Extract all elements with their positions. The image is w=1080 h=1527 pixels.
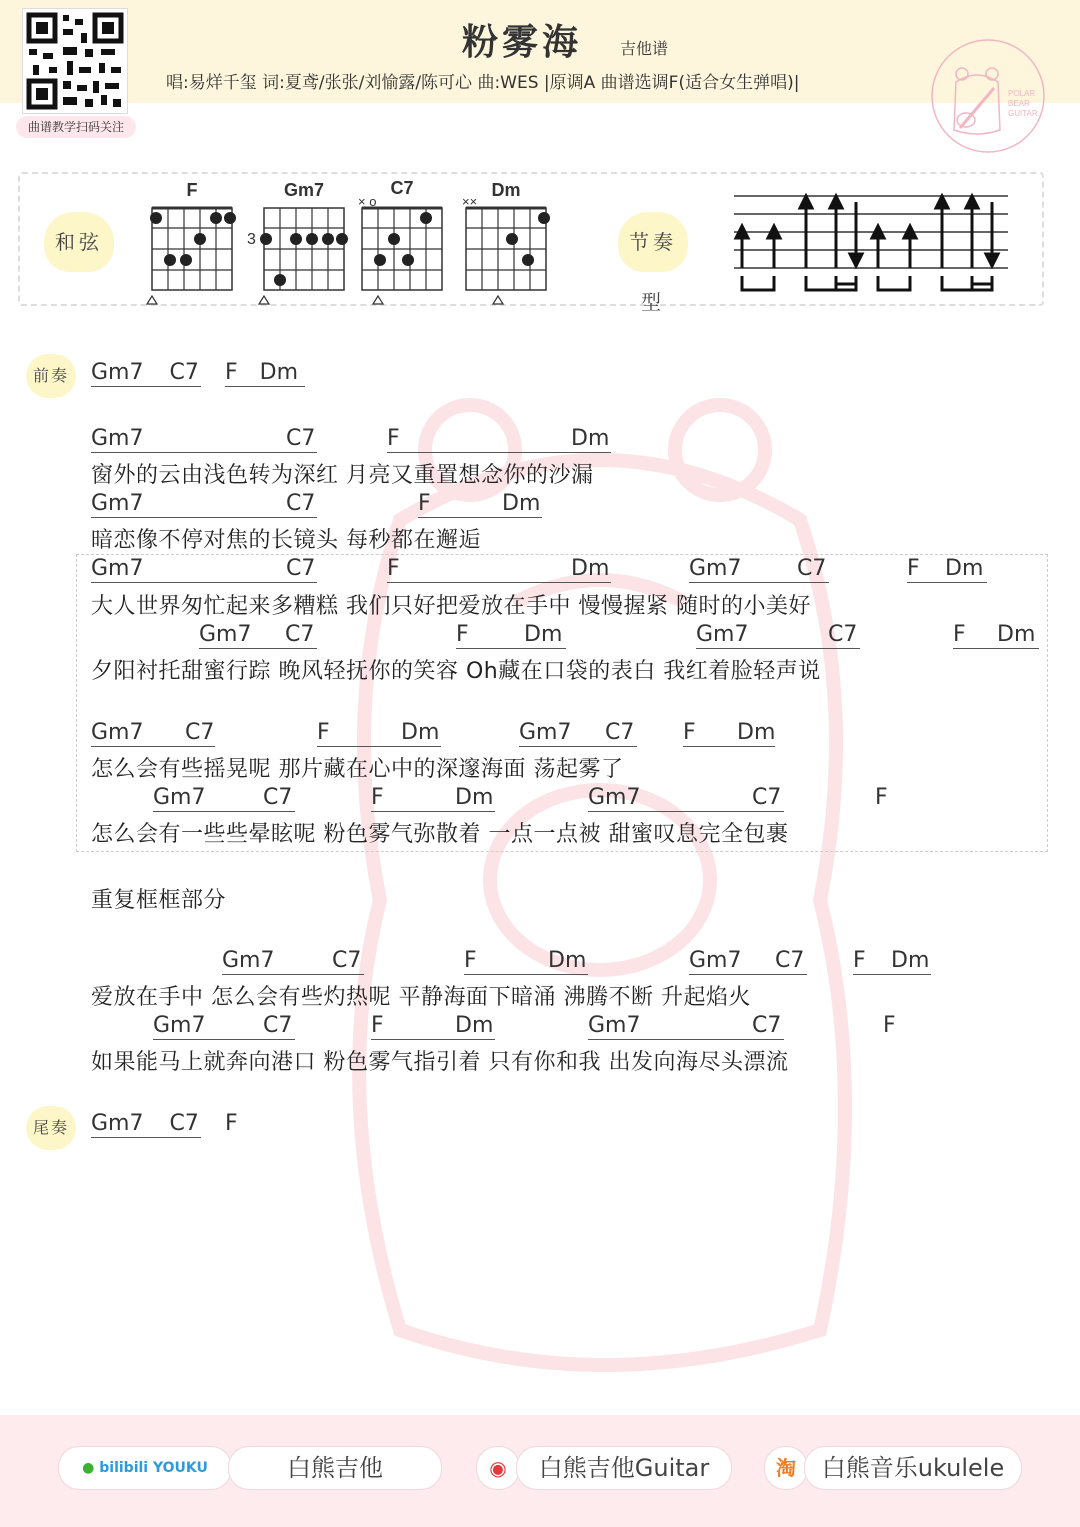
chord: Dm <box>259 360 299 385</box>
chord: Dm <box>401 720 440 745</box>
chord: Gm7 <box>153 1013 206 1038</box>
chord-diagrams <box>0 0 1080 320</box>
chord: F <box>418 491 431 516</box>
chord-diagram-f <box>147 180 236 304</box>
chord: C7 <box>828 622 858 647</box>
chord: Dm <box>571 426 610 451</box>
logo-text-3: GUITAR <box>1008 109 1038 118</box>
lyric-line-8: 如果能马上就奔向港口 粉色雾气指引着 只有你和我 出发向海尽头漂流 <box>91 1050 789 1075</box>
wechat-icon: ● <box>82 1460 95 1476</box>
chord: C7 <box>185 720 215 745</box>
chord: C7 <box>605 720 635 745</box>
chord-name-dm: Dm <box>491 180 521 200</box>
chord: C7 <box>285 622 315 647</box>
lyric-line-5: 怎么会有一些些晕眩呢 粉色雾气弥散着 一点一点被 甜蜜叹息完全包裹 <box>91 822 789 847</box>
chord: Gm7 <box>696 622 749 647</box>
c7-markers: × o <box>358 194 377 209</box>
chord: C7 <box>286 426 316 451</box>
chord: C7 <box>286 556 316 581</box>
song-subtitle: 吉他谱 <box>620 39 669 58</box>
dm-markers: ×× <box>462 194 478 209</box>
chord: Dm <box>737 720 776 745</box>
chord: Dm <box>455 785 494 810</box>
repeat-note: 重复框框部分 <box>91 888 227 913</box>
chord: F <box>907 556 920 581</box>
account-weibo[interactable]: 白熊吉他Guitar <box>516 1446 732 1490</box>
lyric-line-7: 爱放在手中 怎么会有些灼热呢 平静海面下暗涌 沸腾不断 升起焰火 <box>91 985 751 1010</box>
chord: Dm <box>571 556 610 581</box>
chord: C7 <box>169 1111 199 1136</box>
gm7-fret-label: 3 <box>247 231 256 248</box>
taobao-icon[interactable]: 淘 <box>764 1446 808 1490</box>
lyric-line-2: 大人世界匆忙起来多糟糕 我们只好把爱放在手中 慢慢握紧 随时的小美好 <box>91 594 811 619</box>
chord: Dm <box>891 948 930 973</box>
chord: Gm7 <box>588 1013 641 1038</box>
chord: Gm7 <box>222 948 275 973</box>
chord: Dm <box>502 491 541 516</box>
qr-label: 曲谱教学扫码关注 <box>16 116 136 138</box>
chord: F <box>225 1111 238 1136</box>
chord: Dm <box>548 948 587 973</box>
lyric-line-3: 夕阳衬托甜蜜行踪 晚风轻抚你的笑容 Oh藏在口袋的表白 我红着脸轻声说 <box>91 659 821 684</box>
chord: Gm7 <box>91 426 144 451</box>
account-bilibili[interactable]: 白熊吉他 <box>228 1446 442 1490</box>
chord: Dm <box>524 622 563 647</box>
chord: Dm <box>455 1013 494 1038</box>
chord: C7 <box>775 948 805 973</box>
intro-tag: 前奏 <box>26 354 76 398</box>
chord: Gm7 <box>689 556 742 581</box>
chord: Gm7 <box>153 785 206 810</box>
chord-diagram-c7 <box>358 178 442 304</box>
chord: C7 <box>797 556 827 581</box>
platform-names: bilibili YOUKU <box>99 1460 208 1476</box>
rhythm-pattern <box>734 196 1008 290</box>
chord: Dm <box>945 556 984 581</box>
chord-name-c7: C7 <box>390 178 414 198</box>
chord: Gm7 <box>199 622 252 647</box>
chord: C7 <box>332 948 362 973</box>
chord: F <box>875 785 888 810</box>
chord: Gm7 <box>91 720 144 745</box>
chord: Gm7 <box>91 556 144 581</box>
chord-name-gm7: Gm7 <box>283 180 325 200</box>
lyric-line-1: 暗恋像不停对焦的长镜头 每秒都在邂逅 <box>91 528 481 553</box>
chord: F <box>387 426 400 451</box>
chord: C7 <box>169 360 199 385</box>
chord-line-0 <box>91 426 610 453</box>
chord: F <box>317 720 330 745</box>
chord: Gm7 <box>91 1111 144 1136</box>
chord: C7 <box>752 785 782 810</box>
chord-name-f: F <box>186 180 198 200</box>
chord-line-1 <box>91 491 541 518</box>
chord: F <box>387 556 400 581</box>
chord: F <box>953 622 966 647</box>
chord-diagram-gm7 <box>247 180 348 304</box>
chord: F <box>456 622 469 647</box>
chord-line-2 <box>91 556 984 583</box>
chord-line-4 <box>91 720 776 747</box>
weibo-icon[interactable]: ◉ <box>476 1446 520 1490</box>
song-title: 粉雾海 <box>462 22 583 63</box>
chord: F <box>883 1013 896 1038</box>
chord-diagram-dm <box>462 180 550 304</box>
logo-text-2: BEAR <box>1008 99 1030 108</box>
chord: Dm <box>997 622 1036 647</box>
chord: F <box>225 360 238 385</box>
song-credits: 唱:易烊千玺 词:夏鸢/张张/刘愉露/陈可心 曲:WES |原调A 曲谱选调F(适合女生弹唱)| <box>166 73 800 93</box>
chord: F <box>853 948 866 973</box>
chord: C7 <box>263 785 293 810</box>
outro-tag: 尾奏 <box>26 1106 76 1150</box>
chord: F <box>371 785 384 810</box>
chord: C7 <box>752 1013 782 1038</box>
chords-tag: 和弦 <box>44 212 114 272</box>
chord: Gm7 <box>91 360 144 385</box>
outro-chords <box>91 1111 238 1138</box>
intro-chords <box>91 360 305 387</box>
chord: Gm7 <box>588 785 641 810</box>
chord: F <box>683 720 696 745</box>
lyric-line-4: 怎么会有些摇晃呢 那片藏在心中的深邃海面 荡起雾了 <box>91 757 624 782</box>
chord: F <box>371 1013 384 1038</box>
chord: Gm7 <box>689 948 742 973</box>
account-taobao[interactable]: 白熊音乐ukulele <box>804 1446 1022 1490</box>
logo-text-1: POLAR <box>1008 89 1036 98</box>
chord: C7 <box>286 491 316 516</box>
chord: C7 <box>263 1013 293 1038</box>
chord: Gm7 <box>519 720 572 745</box>
rhythm-tag: 节奏型 <box>618 212 688 272</box>
platform-badges[interactable] <box>58 1446 232 1490</box>
lyric-line-0: 窗外的云由浅色转为深红 月亮又重置想念你的沙漏 <box>91 463 594 488</box>
chord: F <box>464 948 477 973</box>
chord: Gm7 <box>91 491 144 516</box>
